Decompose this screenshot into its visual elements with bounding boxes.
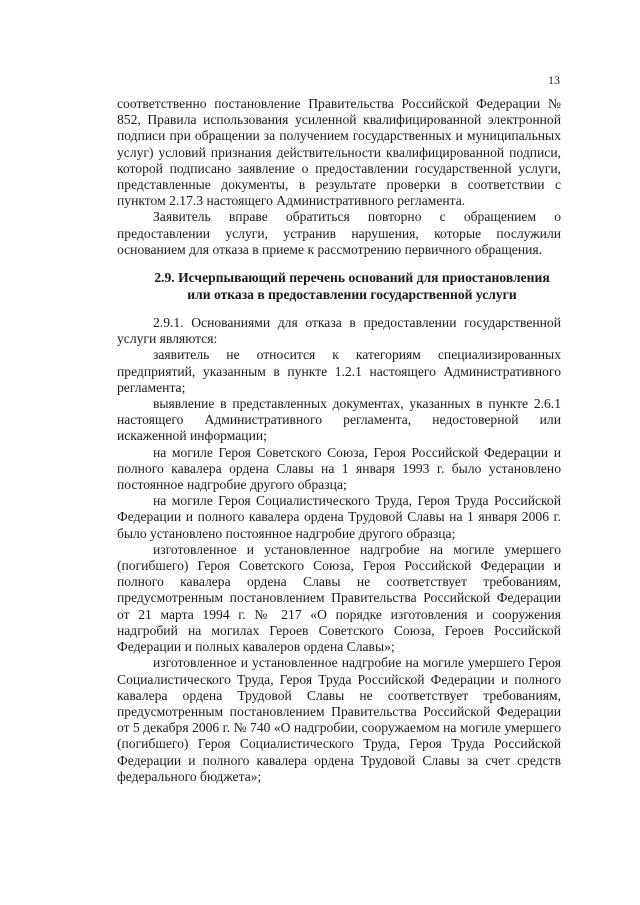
section-heading-line-1: 2.9. Исчерпывающий перечень оснований для приостановления <box>154 270 550 286</box>
page-number: 13 <box>548 73 560 87</box>
paragraph-ground-labor-hero-2006: на могиле Героя Социалистического Труда, Героя Труда Российской Федерации и полного кавалера ордена Трудовой Славы на 1 января 2006 г. было установлено постоянное надгробие другого образца; <box>117 493 561 541</box>
page-content <box>117 96 561 785</box>
paragraph-reapply: Заявитель вправе обратиться повторно с обращением о предоставлении услуги, устранив нарушения, которые послужили основанием для отказа в приеме к рассмотрению первичного обращения. <box>117 209 561 257</box>
section-heading <box>117 270 561 303</box>
paragraph-ground-decree-217: изготовленное и установленное надгробие на могиле умершего (погибшего) Героя Советского Союза, Героя Российской Федерации и полного кавалера ордена Славы не соответствует требованиям, предусмотренным постановлением Правительства Российской Федерации от 21 марта 1994 г. № 217 «О порядке изготовления и сооружения надгробий на могилах Героев Советского Союза, Героев Российской Федерации и полных кавалеров ордена Славы»; <box>117 541 561 655</box>
paragraph-ground-false-info: выявление в представленных документах, указанных в пункте 2.6.1 настоящего Административного регламента, недостоверной или искаженной информации; <box>117 396 561 444</box>
paragraph-ground-decree-740: изготовленное и установленное надгробие на могиле умершего Героя Социалистического Труда, Героя Труда Российской Федерации и полного кавалера ордена Трудовой Славы не соответствует требованиям, предусмотренным постановлением Правительства Российской Федерации от 5 декабря 2006 г. № 740 «О надгробии, сооружаемом на могиле умершего (погибшего) Героя Социалистического Труда, Героя Труда Российской Федерации и полного кавалера ордена Трудовой Славы за счет средств федерального бюджета»; <box>117 655 561 784</box>
paragraph-ground-soviet-hero-1993: на могиле Героя Советского Союза, Героя Российской Федерации и полного кавалера ордена Славы на 1 января 1993 г. было установлено постоянное надгробие другого образца; <box>117 444 561 493</box>
paragraph-grounds-intro: 2.9.1. Основаниями для отказа в предоставлении государственной услуги являются: <box>117 315 561 347</box>
paragraph-ground-category: заявитель не относится к категориям специализированных предприятий, указанным в пункте 1.2.1 настоящего Административного регламента; <box>117 347 561 395</box>
section-heading-line-2: или отказа в предоставлении государственной услуги <box>187 286 517 302</box>
paragraph-continuation: соответственно постановление Правительства Российской Федерации № 852, Правила использования усиленной квалифицированной электронной подписи при обращении за получением государственных и муниципальных услуг) условий признания действительности квалифицированной подписи, которой подписано заявление о предоставлении государственной услуги, представленные документы, в результате проверки в соответствии с пунктом 2.17.3 настоящего Административного регламента. <box>117 96 561 209</box>
